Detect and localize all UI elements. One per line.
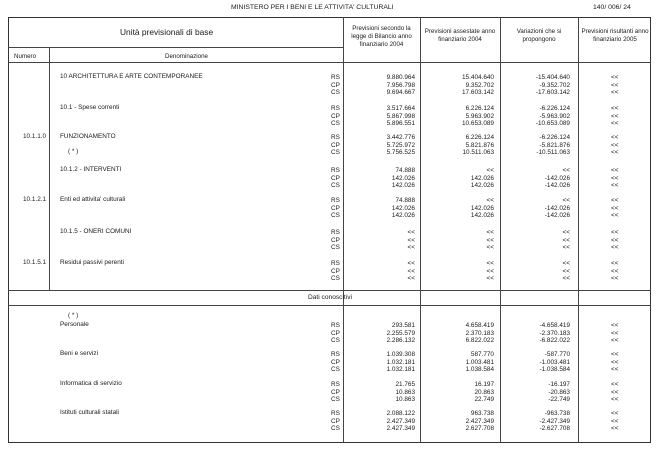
value-legge: 10.863: [395, 396, 415, 404]
value-assestate: <<: [486, 244, 494, 252]
col-assestate: Previsioni assestate anno finanziario 2004: [424, 28, 496, 43]
value-risultanti: <<: [611, 381, 619, 388]
value-legge: <<: [407, 267, 415, 275]
value-variazioni: -10.653.089: [535, 120, 570, 128]
group-name: 10.1 - Spese correnti: [60, 104, 120, 111]
value-variazioni: -2.427.349: [539, 417, 570, 425]
values-column-line-3: [500, 17, 501, 443]
row-type-tag: RS: [331, 322, 340, 329]
value-assestate: 142.026: [470, 212, 494, 220]
value-variazioni: -6.226.124: [539, 134, 570, 141]
value-variazioni: <<: [562, 167, 570, 174]
value-assestate: <<: [486, 260, 494, 267]
value-assestate: <<: [486, 197, 494, 204]
value-risultanti: <<: [611, 204, 619, 212]
value-variazioni: -142.026: [544, 212, 570, 220]
value-risultanti: <<: [611, 410, 619, 417]
value-risultanti: <<: [611, 275, 619, 283]
value-assestate: 15.404.640: [462, 74, 494, 81]
value-assestate: 1.038.584: [465, 366, 494, 374]
value-legge: <<: [407, 260, 415, 267]
header-bottom-line: [8, 62, 651, 63]
value-risultanti: <<: [611, 89, 619, 97]
row-type-tag: CP: [331, 329, 340, 337]
value-legge: 142.026: [391, 212, 415, 220]
value-legge: 3.442.776: [386, 134, 415, 141]
group-name: 10.1.5 - ONERI COMUNI: [60, 228, 132, 235]
value-variazioni: -6.226.124: [539, 105, 570, 112]
value-variazioni: -15.404.640: [535, 74, 570, 81]
value-risultanti: <<: [611, 396, 619, 404]
value-risultanti: <<: [611, 212, 619, 220]
value-risultanti: <<: [611, 322, 619, 329]
value-legge: 2.427.349: [386, 417, 415, 425]
value-assestate: <<: [486, 275, 494, 283]
dati-bottom-line: [8, 305, 651, 306]
row-type-tag: CS: [331, 149, 340, 157]
value-assestate: 963.738: [470, 410, 494, 417]
value-assestate: 6.226.124: [465, 105, 494, 112]
value-legge: 74.888: [395, 167, 415, 174]
value-risultanti: <<: [611, 120, 619, 128]
value-legge: 1.039.308: [386, 351, 415, 358]
dati-note: ( * ): [68, 312, 79, 319]
group-name: FUNZIONAMENTO: [60, 133, 116, 140]
value-variazioni: -587.770: [544, 351, 570, 358]
row-type-tag: CS: [331, 366, 340, 374]
value-variazioni: <<: [562, 260, 570, 267]
value-risultanti: <<: [611, 167, 619, 174]
value-legge: <<: [407, 244, 415, 252]
row-type-tag: RS: [331, 410, 340, 417]
value-variazioni: -963.738: [544, 410, 570, 417]
col-legge: Previsioni secondo la legge di Bilancio anno finanziario 2004: [351, 25, 412, 48]
value-variazioni: <<: [562, 267, 570, 275]
value-legge: 3.517.664: [386, 105, 415, 112]
value-legge: 9.694.667: [386, 89, 415, 97]
value-variazioni: -16.197: [548, 381, 570, 388]
value-legge: 2.286.132: [386, 337, 415, 345]
value-risultanti: <<: [611, 149, 619, 157]
value-assestate: 22.749: [474, 396, 494, 404]
value-variazioni: <<: [562, 229, 570, 236]
value-assestate: <<: [486, 167, 494, 174]
value-risultanti: <<: [611, 358, 619, 366]
value-legge: 74.888: [395, 197, 415, 204]
value-legge: 5.725.972: [386, 141, 415, 149]
value-assestate: 5.821.876: [465, 141, 494, 149]
dati-top-line: [8, 290, 651, 291]
value-risultanti: <<: [611, 267, 619, 275]
row-type-tag: CS: [331, 275, 340, 283]
row-type-tag: CP: [331, 267, 340, 275]
value-risultanti: <<: [611, 351, 619, 358]
row-type-tag: CS: [331, 425, 340, 433]
numero-column-line: [49, 47, 50, 290]
row-type-tag: CS: [331, 244, 340, 252]
value-legge: 5.867.998: [386, 112, 415, 120]
value-variazioni: -20.863: [548, 388, 570, 396]
value-legge: 2.088.122: [386, 410, 415, 417]
value-risultanti: <<: [611, 236, 619, 244]
row-type-tag: RS: [331, 260, 340, 267]
row-type-tag: CS: [331, 212, 340, 220]
value-legge: 21.765: [395, 381, 415, 388]
value-legge: 7.956.798: [386, 81, 415, 89]
value-risultanti: <<: [611, 112, 619, 120]
value-risultanti: <<: [611, 244, 619, 252]
value-assestate: 20.863: [474, 388, 494, 396]
value-variazioni: -2.370.183: [539, 329, 570, 337]
ministry-title: MINISTERO PER I BENI E LE ATTIVITA' CULTURALI: [231, 4, 394, 11]
value-risultanti: <<: [611, 417, 619, 425]
values-column-line-4: [578, 17, 579, 443]
value-assestate: 16.197: [474, 381, 494, 388]
value-assestate: <<: [486, 267, 494, 275]
value-legge: 1.032.181: [386, 366, 415, 374]
value-variazioni: -1.003.481: [539, 358, 570, 366]
value-assestate: 142.026: [470, 204, 494, 212]
group-name: 10.1.2 - INTERVENTI: [60, 166, 122, 173]
dati-group-name: Beni e servizi: [60, 350, 99, 357]
group-name: Residui passivi perenti: [60, 259, 124, 266]
value-variazioni: -17.603.142: [535, 89, 570, 97]
values-column-line-1: [343, 17, 344, 443]
value-risultanti: <<: [611, 337, 619, 345]
value-variazioni: -142.026: [544, 174, 570, 182]
value-assestate: 9.352.702: [465, 81, 494, 89]
value-legge: 9.880.964: [386, 74, 415, 81]
group-number: 10.1.2.1: [23, 196, 47, 203]
value-assestate: 142.026: [470, 174, 494, 182]
row-type-tag: CP: [331, 141, 340, 149]
row-type-tag: CP: [331, 236, 340, 244]
value-assestate: 142.026: [470, 182, 494, 190]
value-variazioni: -1.038.584: [539, 366, 570, 374]
dati-title: Dati conoscitivi: [308, 294, 352, 301]
row-type-tag: CP: [331, 112, 340, 120]
value-legge: <<: [407, 236, 415, 244]
col-numero: Numero: [14, 53, 37, 60]
value-variazioni: <<: [562, 197, 570, 204]
value-legge: 142.026: [391, 174, 415, 182]
value-variazioni: -5.821.876: [539, 141, 570, 149]
row-type-tag: CP: [331, 417, 340, 425]
header-divider: [8, 47, 343, 48]
row-type-tag: RS: [331, 74, 340, 81]
value-assestate: 4.658.419: [465, 322, 494, 329]
value-risultanti: <<: [611, 229, 619, 236]
value-legge: <<: [407, 229, 415, 236]
dati-group-name: Istituti culturali statali: [60, 409, 119, 416]
dati-group-name: Informatica di servizio: [60, 380, 122, 387]
row-type-tag: RS: [331, 381, 340, 388]
values-column-line-2: [420, 17, 421, 443]
value-risultanti: <<: [611, 388, 619, 396]
value-risultanti: <<: [611, 182, 619, 190]
row-type-tag: CS: [331, 337, 340, 345]
row-type-tag: RS: [331, 134, 340, 141]
value-variazioni: -4.658.419: [539, 322, 570, 329]
value-risultanti: <<: [611, 105, 619, 112]
value-variazioni: -2.627.708: [539, 425, 570, 433]
row-type-tag: RS: [331, 105, 340, 112]
col-risultanti: Previsioni risultanti anno finanziario 2005: [581, 28, 649, 43]
value-legge: 142.026: [391, 204, 415, 212]
value-variazioni: -9.352.702: [539, 81, 570, 89]
value-legge: 293.581: [391, 322, 415, 329]
value-legge: 10.863: [395, 388, 415, 396]
value-assestate: <<: [486, 229, 494, 236]
value-risultanti: <<: [611, 74, 619, 81]
row-type-tag: RS: [331, 351, 340, 358]
value-variazioni: <<: [562, 275, 570, 283]
group-note-marker: ( * ): [68, 148, 79, 155]
value-legge: 2.255.579: [386, 329, 415, 337]
row-type-tag: RS: [331, 197, 340, 204]
value-variazioni: -10.511.063: [536, 149, 570, 157]
value-risultanti: <<: [611, 197, 619, 204]
row-type-tag: CS: [331, 396, 340, 404]
value-assestate: 587.770: [470, 351, 494, 358]
value-risultanti: <<: [611, 425, 619, 433]
value-legge: <<: [407, 275, 415, 283]
value-variazioni: -142.026: [544, 182, 570, 190]
row-type-tag: CS: [331, 182, 340, 190]
row-type-tag: CP: [331, 388, 340, 396]
value-risultanti: <<: [611, 366, 619, 374]
unit-title: Unità previsionali di base: [120, 27, 214, 37]
row-type-tag: CS: [331, 89, 340, 97]
value-risultanti: <<: [611, 329, 619, 337]
group-number: 10.1.1.0: [23, 133, 47, 140]
value-variazioni: -142.026: [544, 204, 570, 212]
value-variazioni: -6.822.022: [539, 337, 570, 345]
value-legge: 5.756.525: [386, 149, 415, 157]
value-assestate: 6.226.124: [465, 134, 494, 141]
value-risultanti: <<: [611, 141, 619, 149]
value-risultanti: <<: [611, 260, 619, 267]
value-legge: 2.427.349: [386, 425, 415, 433]
value-assestate: 6.822.022: [465, 337, 494, 345]
group-number: 10.1.5.1: [23, 259, 47, 266]
row-type-tag: CS: [331, 120, 340, 128]
row-type-tag: CP: [331, 81, 340, 89]
value-assestate: 2.627.708: [465, 425, 494, 433]
group-name: Enti ed attivita' culturali: [60, 196, 126, 203]
col-variazioni: Variazioni che si propongono: [516, 28, 562, 43]
value-assestate: <<: [486, 236, 494, 244]
value-risultanti: <<: [611, 81, 619, 89]
value-risultanti: <<: [611, 174, 619, 182]
row-type-tag: CP: [331, 174, 340, 182]
col-denominazione: Denominazione: [165, 53, 208, 60]
value-variazioni: -5.963.902: [539, 112, 570, 120]
value-assestate: 1.003.481: [465, 358, 494, 366]
row-type-tag: CP: [331, 358, 340, 366]
value-legge: 1.032.181: [386, 358, 415, 366]
row-type-tag: RS: [331, 167, 340, 174]
row-type-tag: RS: [331, 229, 340, 236]
group-name: 10 ARCHITETTURA E ARTE CONTEMPORANEE: [60, 73, 203, 80]
value-assestate: 2.370.183: [465, 329, 494, 337]
value-variazioni: -22.749: [548, 396, 570, 404]
value-legge: 142.026: [391, 182, 415, 190]
row-type-tag: CP: [331, 204, 340, 212]
value-assestate: 2.427.349: [465, 417, 494, 425]
value-risultanti: <<: [611, 134, 619, 141]
value-variazioni: <<: [562, 236, 570, 244]
value-assestate: 17.603.142: [462, 89, 494, 97]
value-assestate: 5.963.902: [465, 112, 494, 120]
value-legge: 5.896.551: [386, 120, 415, 128]
value-variazioni: <<: [562, 244, 570, 252]
page-code: 140/ 006/ 24: [593, 4, 631, 11]
value-assestate: 10.653.089: [462, 120, 494, 128]
dati-group-name: Personale: [60, 321, 89, 328]
value-assestate: 10.511.063: [462, 149, 494, 157]
